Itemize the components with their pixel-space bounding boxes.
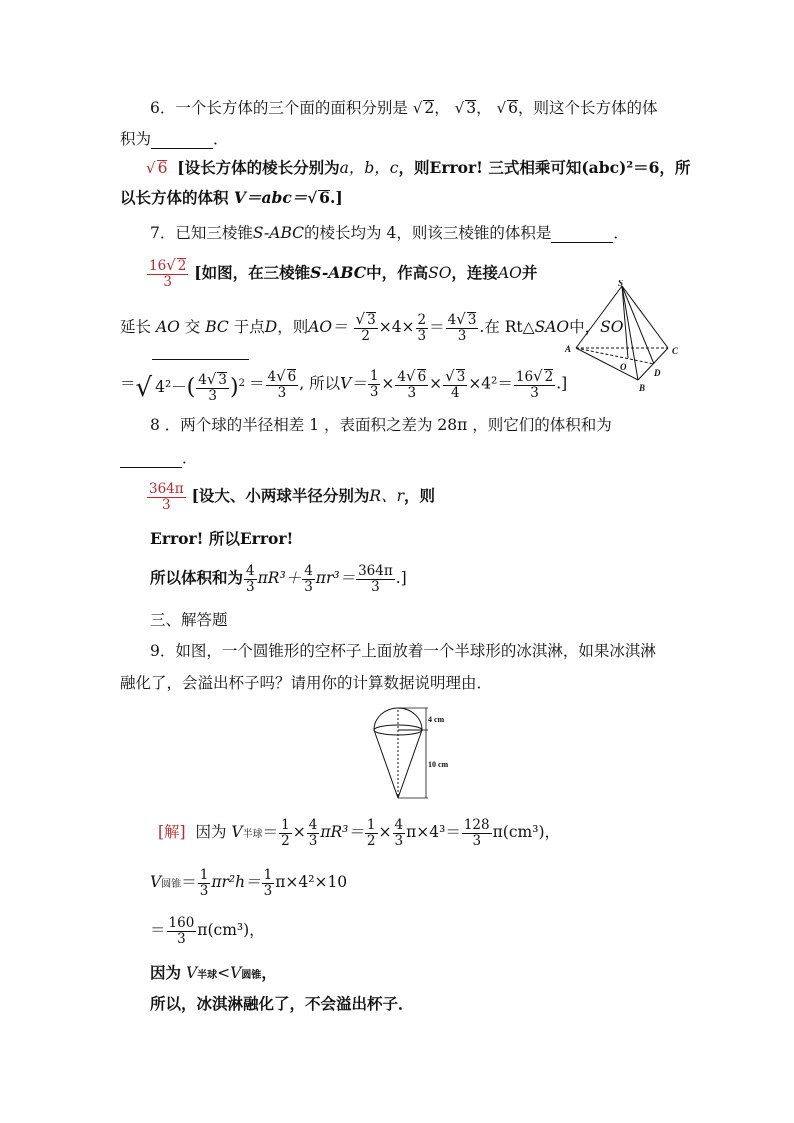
label-o: O <box>620 362 627 372</box>
edge-ab <box>576 348 638 380</box>
dim-side-label: 10 cm <box>428 760 449 769</box>
q6-solution-line2: 以长方体的体积 V＝abc＝√ 6.] <box>120 188 343 207</box>
q7-solution-line2: 延长 AO 交 BC 于点D，则AO＝ $\frac{√ 3}{2}$ ×4× $\frac{2}{3}$ ＝ $\frac{4√ 3}{3}$ .在 Rt△SAO中，SO <box>120 310 624 344</box>
dim-top-label: 4 cm <box>428 715 445 724</box>
section-heading: 三、解答题 <box>150 611 228 629</box>
q9-solution-line2: V圆锥＝ $\frac{1}{3}$ πr²h＝ $\frac{1}{3}$ π×4²×10 <box>150 866 348 899</box>
cone-right-edge <box>398 730 422 798</box>
q6-stem-line1: 6．一个长方体的三个面的面积分别是 √ 2， √ 3， √ 6，则这个长方体的体 <box>150 99 658 117</box>
edge-cb <box>638 348 668 380</box>
q6-solution-line1: √ 6 [设长方体的棱长分别为a，b，c，则Error! 三式相乘可知(abc)²＝6，所 <box>146 158 691 177</box>
q6-answer: √ 6 <box>146 159 168 177</box>
q7-stem: 7．已知三棱锥S-ABC的棱长均为 4，则该三棱锥的体积是 ． <box>150 224 629 242</box>
edge-sc <box>622 286 668 348</box>
q8-sum-line: 所以体积和为 $\frac{4}{3}$ πR³＋ $\frac{4}{3}$ πr³＝ $\frac{364\pi}{3}$ .] <box>150 562 407 595</box>
q6-stem-line2: 积为 ． <box>120 130 229 148</box>
q7-solution-line3: ＝√ 4²－( $\frac{4√ 3}{3}$ )$^2$ ＝ $\frac{4√ 6}{3}$ , 所以V＝ $\frac{1}{3}$ × $\frac{4√ 6}{3}$ × $\frac{√ 3}{4}$ ×4²＝ $\frac{16√ 2}{3}$ .] <box>120 359 567 410</box>
cone-left-edge <box>374 730 398 798</box>
q8-answer: $\frac{364\pi}{3}$ <box>149 480 184 513</box>
q9-solution-line4: 因为 V半球<V圆锥， <box>150 963 277 982</box>
q8-stem-line2: ． <box>120 448 198 468</box>
q8-answer-line: $\frac{364\pi}{3}$ [设大、小两球半径分别为R、r，则 <box>149 480 436 513</box>
segment-ad <box>576 348 654 364</box>
q9-solution-line1: [解] 因为 V半球＝ $\frac{1}{2}$ × $\frac{4}{3}$ πR³＝ $\frac{1}{2}$ × $\frac{4}{3}$ π×4³＝ $\frac{128}{3}$ π(cm³)， <box>158 816 560 849</box>
answer-blank <box>551 228 613 243</box>
label-b: B <box>639 383 646 392</box>
tetrahedron-figure <box>562 280 692 392</box>
q9-solution-line3: ＝ $\frac{160}{3}$ π(cm³)， <box>150 914 265 947</box>
height-so <box>622 286 628 358</box>
q8-error-line: Error! 所以Error! <box>150 529 294 548</box>
q7-answer: $\frac{16√ 2}{3}$ <box>149 256 187 290</box>
q9-conclusion: 所以，冰淇淋融化了，不会溢出杯子． <box>150 994 414 1013</box>
q7-answer-line: $\frac{16√ 2}{3}$ [如图，在三棱锥S-ABC中，作高SO，连接AO并 <box>149 256 538 290</box>
q9-stem-line2: 融化了，会溢出杯子吗？请用你的计算数据说明理由． <box>120 674 493 692</box>
label-d: D <box>654 368 661 378</box>
label-a: A <box>565 344 572 354</box>
icecream-cone-figure <box>370 704 470 800</box>
edge-sa <box>576 286 622 348</box>
q9-stem-line1: 9．如图，一个圆锥形的空杯子上面放着一个半球形的冰淇淋，如果冰淇淋 <box>150 642 656 660</box>
segment-sd <box>622 286 654 364</box>
answer-blank <box>151 134 213 149</box>
label-s: S <box>618 280 624 288</box>
label-c: C <box>672 346 679 356</box>
q8-stem-line1: 8 ．两个球的半径相差 1 ，表面积之差为 28π ，则它们的体积和为 <box>150 416 612 434</box>
answer-blank <box>120 453 182 468</box>
